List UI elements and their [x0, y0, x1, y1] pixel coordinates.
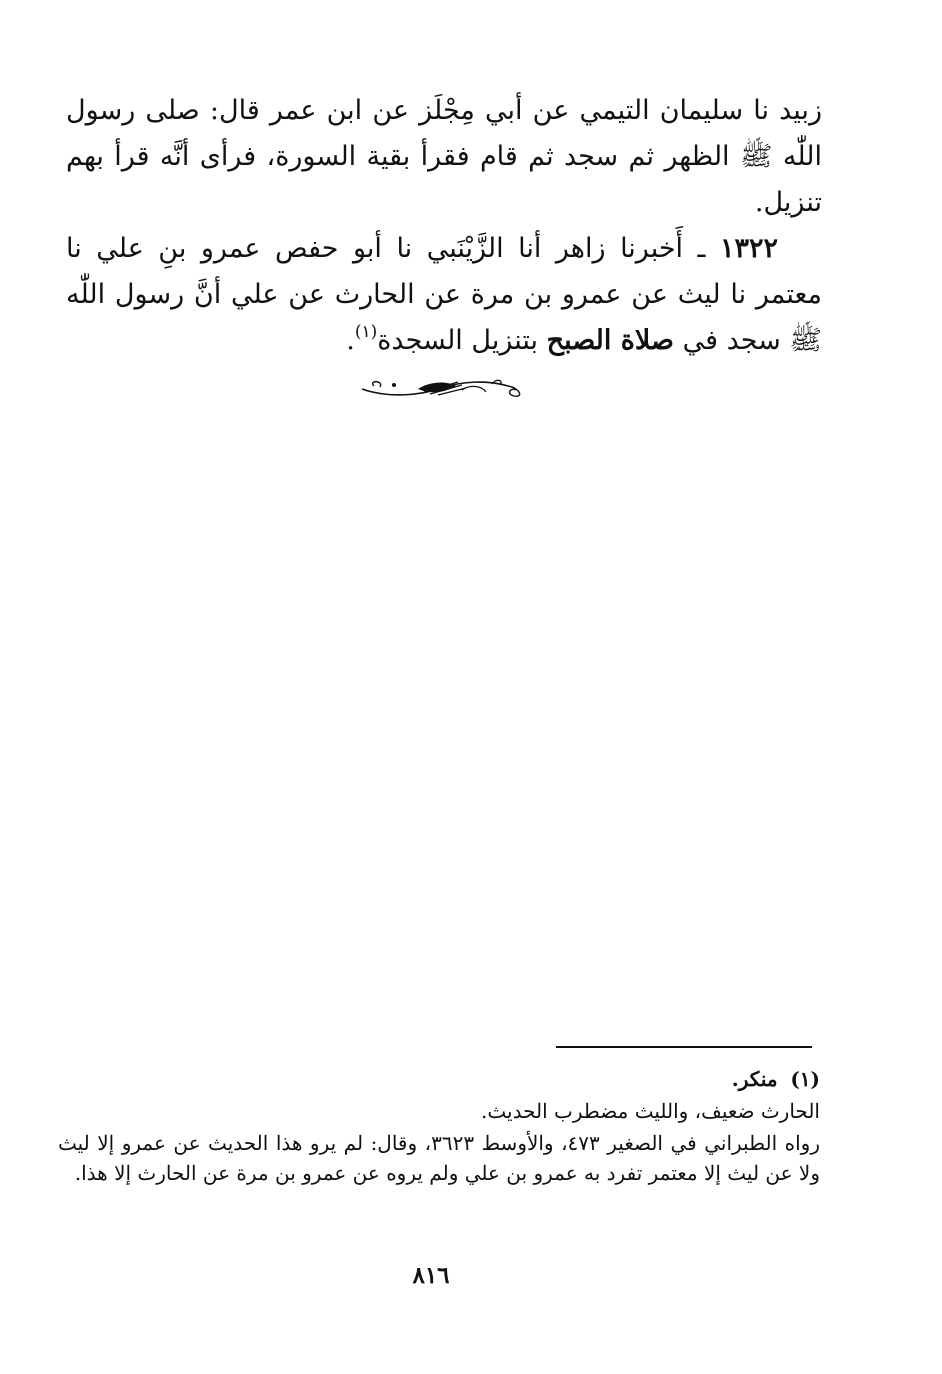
- footnote-title: منكر.: [731, 1067, 778, 1091]
- footnote-separator: [556, 1046, 812, 1048]
- hadith-bold-phrase: صلاة الصبح: [546, 325, 674, 356]
- main-text: [66, 88, 822, 364]
- hadith-text: ـ أَخبرنا زاهر أنا الزَّيْنَبي نا أبو حفص عمرو بنِ علي نا معتمر نا ليث عن عمرو بن مرة عن الحارث عن علي أنَّ رسول اللّٰه ﷺ سجد في: [66, 233, 822, 356]
- footnote-line: الحارث ضعيف، والليث مضطرب الحديث.: [481, 1099, 820, 1123]
- hadith-number: ١٣٢٢: [719, 233, 778, 264]
- hadith-paragraph: [66, 226, 822, 364]
- footnotes: [58, 1064, 820, 1190]
- page-number: ٨١٦: [412, 1262, 450, 1289]
- footnote-label: (١): [790, 1067, 820, 1091]
- footnote-1: [58, 1064, 820, 1094]
- hadith-period: .: [346, 325, 355, 356]
- footnote-line: رواه الطبراني في الصغير ٤٧٣، والأوسط ٣٦٢٣، وقال: لم يرو هذا الحديث عن عمرو إلا ليث ولا عن ليث إلا معتمر تفرد به عمرو بن علي ولم يروه عن عمرو بن مرة عن الحارث إلا هذا.: [58, 1131, 820, 1185]
- ornament-divider-icon: [358, 376, 528, 400]
- footnote-reference: (١): [354, 322, 378, 342]
- paragraph-continuation: زبيد نا سليمان التيمي عن أبي مِجْلَز عن ابن عمر قال: صلى رسول اللّٰه ﷺ الظهر ثم سجد ثم قام فقرأ بقية السورة، فرأى أنَّه قرأ بهم تنزيل.: [66, 95, 822, 218]
- hadith-tail: بتنزيل السجدة: [377, 325, 539, 356]
